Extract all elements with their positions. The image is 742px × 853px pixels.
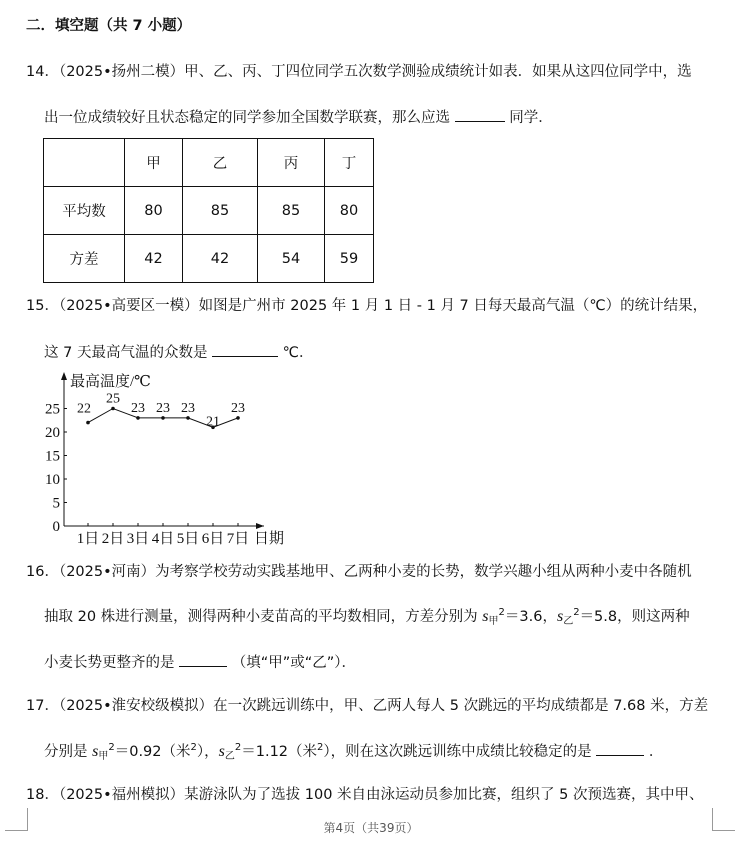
variance-jia-value: ＝3.6， — [504, 609, 557, 625]
x-tick-label: 4日 — [151, 531, 175, 547]
data-label: 23 — [131, 400, 145, 416]
q16-line2-text: 抽取 20 株进行测量，测得两种小麦苗高的平均数相同，方差分别为 — [44, 609, 478, 625]
y-tick-label: 25 — [45, 401, 60, 418]
superscript-2: 2 — [234, 742, 242, 753]
data-label: 22 — [77, 401, 91, 417]
data-point — [161, 416, 165, 420]
x-tick-label: 2日 — [101, 531, 125, 547]
table-cell: 59 — [325, 235, 374, 283]
data-point — [136, 416, 140, 420]
table-row-label: 方差 — [44, 235, 125, 283]
q17-line2-text2: ），则在这次跳远训练中成绩比较稳定的是 — [323, 744, 592, 760]
variance-symbol: s — [482, 608, 489, 625]
q16-line2 — [44, 608, 690, 628]
data-point — [186, 416, 190, 420]
answer-blank — [455, 107, 505, 122]
y-tick-label: 5 — [52, 495, 60, 512]
q16-line3-end: （填“甲”或“乙”）． — [231, 655, 357, 671]
q14-line2 — [44, 107, 553, 127]
q15-line2-text: 这 7 天最高气温的众数是 — [44, 345, 208, 361]
table-row — [44, 235, 374, 283]
table-row-label: 平均数 — [44, 187, 125, 235]
y-tick-label: 10 — [45, 472, 60, 488]
variance-symbol: s — [92, 743, 99, 760]
subscript-jia: 甲 — [488, 616, 499, 627]
q15-line1: 15．（2025•高要区一模）如图是广州市 2025 年 1 月 1 日 - 1 月 7 日每天最高气温（℃）的统计结果， — [26, 298, 708, 314]
data-point — [86, 421, 90, 425]
data-label: 23 — [181, 400, 195, 416]
table-cell: 85 — [183, 187, 258, 235]
data-label: 21 — [206, 414, 220, 430]
table-header-row — [44, 139, 374, 187]
variance-yi-value: ＝1.12（米 — [241, 744, 318, 760]
unit-close: ）， — [196, 744, 219, 760]
superscript-2: 2 — [190, 742, 197, 753]
x-tick-label: 1日 — [76, 531, 100, 547]
q18-line1: 18．（2025•福州模拟）某游泳队为了选拔 100 米自由泳运动员参加比赛，组织了 5 次预选赛，其中甲、 — [26, 787, 704, 803]
q17-line2-end: ． — [648, 744, 664, 760]
y-axis-arrow — [61, 372, 67, 380]
q14-line1: 14．（2025•扬州二模）甲、乙、丙、丁四位同学五次数学测验成绩统计如表．如果从这四位同学中，选 — [26, 64, 692, 80]
table-header-cell: 甲 — [125, 139, 183, 187]
y-axis-label: 最高温度/℃ — [70, 374, 151, 390]
x-axis-label: 日期 — [254, 531, 285, 547]
table-cell: 42 — [125, 235, 183, 283]
subscript-yi: 乙 — [563, 616, 574, 627]
temperature-line-chart — [40, 368, 290, 552]
y-tick-label: 20 — [45, 425, 60, 441]
superscript-2: 2 — [498, 607, 505, 618]
table-cell: 54 — [258, 235, 325, 283]
data-label: 23 — [156, 400, 170, 416]
table-header-cell: 乙 — [183, 139, 258, 187]
answer-blank — [179, 652, 227, 667]
q14-line2-end: 同学． — [509, 110, 553, 126]
x-tick-label: 3日 — [126, 531, 150, 547]
table-cell: 80 — [125, 187, 183, 235]
score-table — [43, 138, 374, 283]
superscript-2: 2 — [573, 607, 580, 618]
variance-yi-value: ＝5.8，则这两种 — [579, 609, 690, 625]
x-tick-label: 7日 — [226, 531, 250, 547]
q16-line3-text: 小麦长势更整齐的是 — [44, 655, 175, 671]
answer-blank — [212, 342, 278, 357]
data-point — [111, 407, 115, 411]
y-tick-label: 15 — [45, 448, 60, 465]
data-label: 23 — [231, 400, 245, 416]
variance-jia-value: ＝0.92（米 — [114, 744, 191, 760]
q15-line2-end: ℃． — [282, 345, 314, 361]
table-header-cell: 丙 — [258, 139, 325, 187]
data-label: 25 — [106, 391, 120, 407]
table-cell: 85 — [258, 187, 325, 235]
section-title: 二．填空题（共 7 小题） — [26, 18, 192, 34]
table-header-cell — [44, 139, 125, 187]
q16-line1: 16．（2025•河南）为考察学校劳动实践基地甲、乙两种小麦的长势，数学兴趣小组从两种小麦中各随机 — [26, 564, 692, 580]
superscript-2: 2 — [108, 742, 115, 753]
q15-line2 — [44, 342, 313, 362]
answer-blank — [596, 741, 644, 756]
q17-line2-text: 分别是 — [44, 744, 88, 760]
q17-line1: 17．（2025•淮安校级模拟）在一次跳远训练中，甲、乙两人每人 5 次跳远的平均成绩都是 7.68 米，方差 — [26, 698, 709, 714]
x-tick-label: 6日 — [201, 531, 225, 547]
q17-line2 — [44, 741, 663, 763]
variance-symbol: s — [218, 743, 225, 760]
data-point — [236, 416, 240, 420]
x-axis-arrow — [256, 523, 264, 529]
subscript-yi: 乙 — [224, 751, 235, 762]
q14-line2-text: 出一位成绩较好且状态稳定的同学参加全国数学联赛，那么应选 — [44, 110, 450, 126]
table-cell: 80 — [325, 187, 374, 235]
table-cell: 42 — [183, 235, 258, 283]
q16-line3 — [44, 652, 356, 672]
page-footer: 第4页（共39页） — [323, 821, 419, 835]
superscript-2: 2 — [317, 742, 324, 753]
table-header-cell: 丁 — [325, 139, 374, 187]
table-row — [44, 187, 374, 235]
subscript-jia: 甲 — [98, 751, 109, 762]
x-tick-label: 5日 — [176, 531, 200, 547]
variance-symbol: s — [556, 608, 564, 625]
y-tick-label: 0 — [52, 519, 60, 535]
